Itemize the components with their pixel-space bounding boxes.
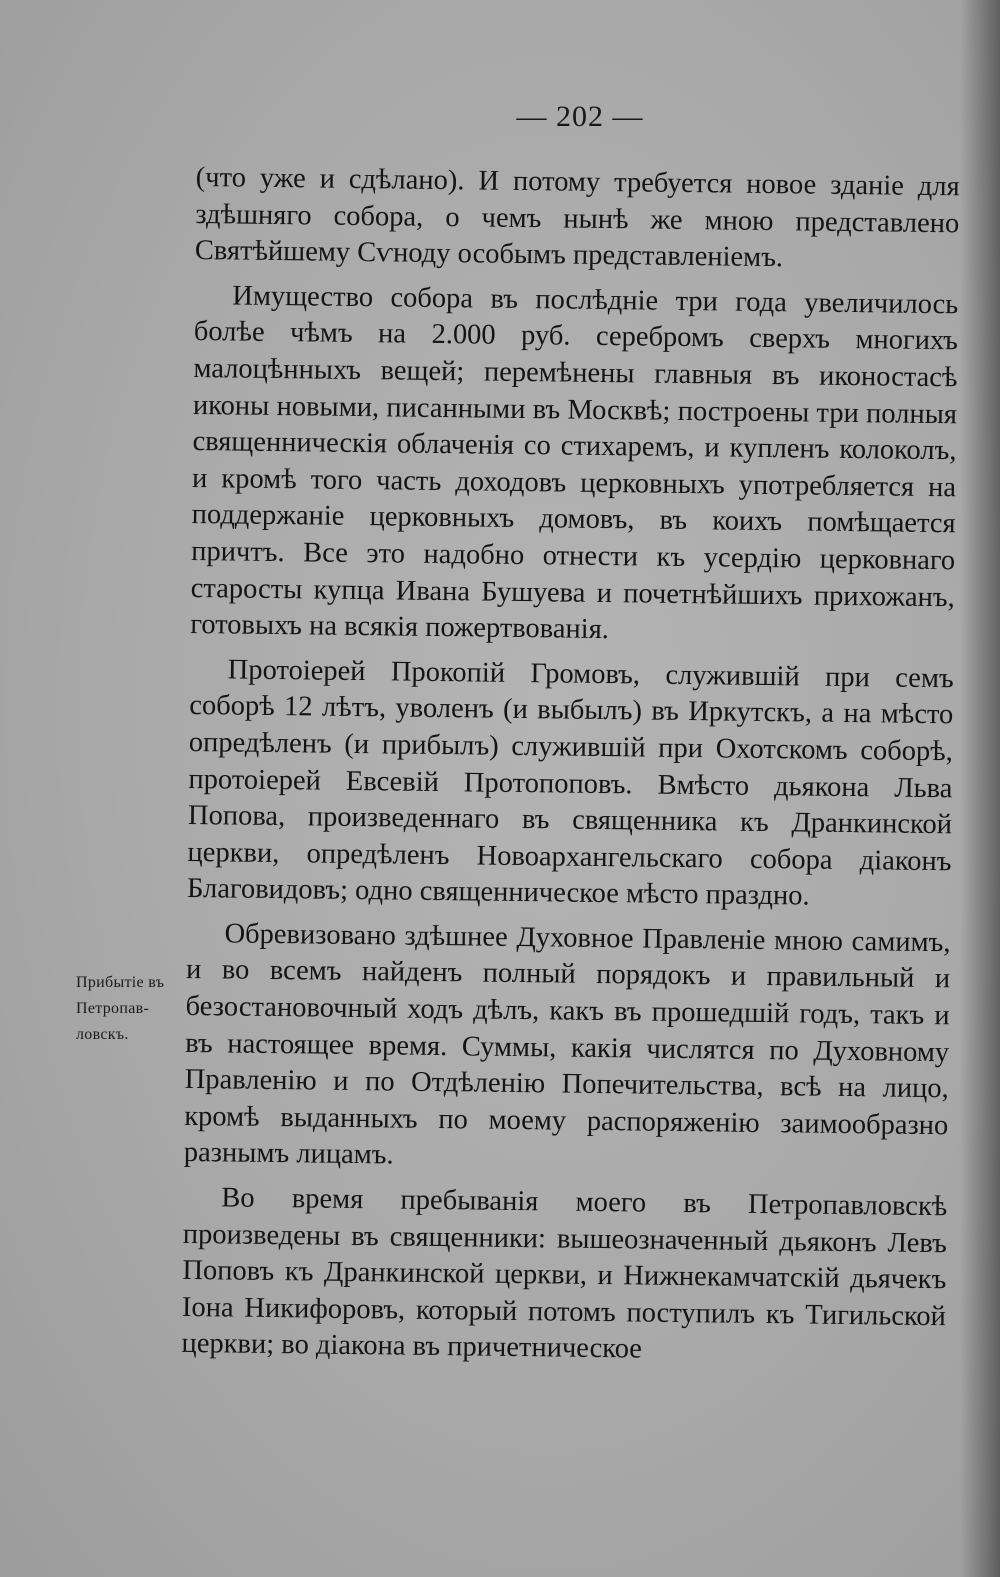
margin-note-line: Петропав- — [76, 1000, 150, 1017]
paragraph: Во время пребыванія моего въ Петропавловскѣ произведены въ священники: вышеозначенный дьяконъ Левъ Поповъ къ Дранкинской церкви, и Нижнекамчатскій дьячекъ Іона Никифоровъ, который потомъ поступилъ къ Тигильской церкви; во діакона въ причетническое — [181, 1182, 948, 1365]
margin-note-line: Прибытіе въ — [76, 974, 165, 991]
page-number: — 202 — — [516, 100, 644, 133]
page-edge-shadow — [960, 0, 1000, 1577]
margin-note — [76, 970, 188, 1048]
margin-note-line: ловскъ. — [76, 1026, 129, 1043]
paragraph: (что уже и сдѣлано). И потому требуется новое зданіе для здѣшняго собора, о чемъ нынѣ же мною представлено Святѣйшему Сѵноду особымъ представленіемъ. — [194, 161, 960, 274]
body-text — [181, 160, 960, 1380]
paragraph: Имущество собора въ послѣдніе три года увеличилось болѣе чѣмъ на 2.000 руб. серебромъ сверхъ многихъ малоцѣнныхъ вещей; перемѣнены главныя въ иконостасѣ иконы новыми, писанными въ Москвѣ; построены три полныя священническія облаченія со стихаремъ, и купленъ колоколъ, и кромѣ того часть доходовъ церковныхъ употребляется на поддержаніе церковныхъ домовъ, въ коихъ помѣщается причтъ. Все это надобно отнести къ усердію церковнаго старосты купца Ивана Бушуева и почетнѣйшихъ прихожанъ, готовыхъ на всякія пожертвованія. — [190, 280, 959, 646]
paragraph: Обревизовано здѣшнее Духовное Правленіе мною самимъ, и во всемъ найденъ полный порядокъ и правильный и безостановочный ходъ дѣлъ, какъ въ прошедшій годъ, такъ и въ настоящее время. Суммы, какія числятся по Духовному Правленію и по Отдѣленію Попечительства, всѣ на лицо, кромѣ выданныхъ по моему распоряженію заимообразно разнымъ лицамъ. — [183, 918, 951, 1171]
paragraph: Протоіерей Прокопій Громовъ, служившій при семъ соборѣ 12 лѣтъ, уволенъ (и выбылъ) въ Иркутскъ, а на мѣсто опредѣленъ (и прибылъ) служившій при Охотскомъ соборѣ, протоіерей Евсевій Протопоповъ. Вмѣсто дьякона Льва Попова, произведеннаго въ священника къ Дранкинской церкви, опредѣленъ Новоархангельскаго собора діаконъ Благовидовъ; одно священническое мѣсто праздно. — [186, 654, 954, 912]
